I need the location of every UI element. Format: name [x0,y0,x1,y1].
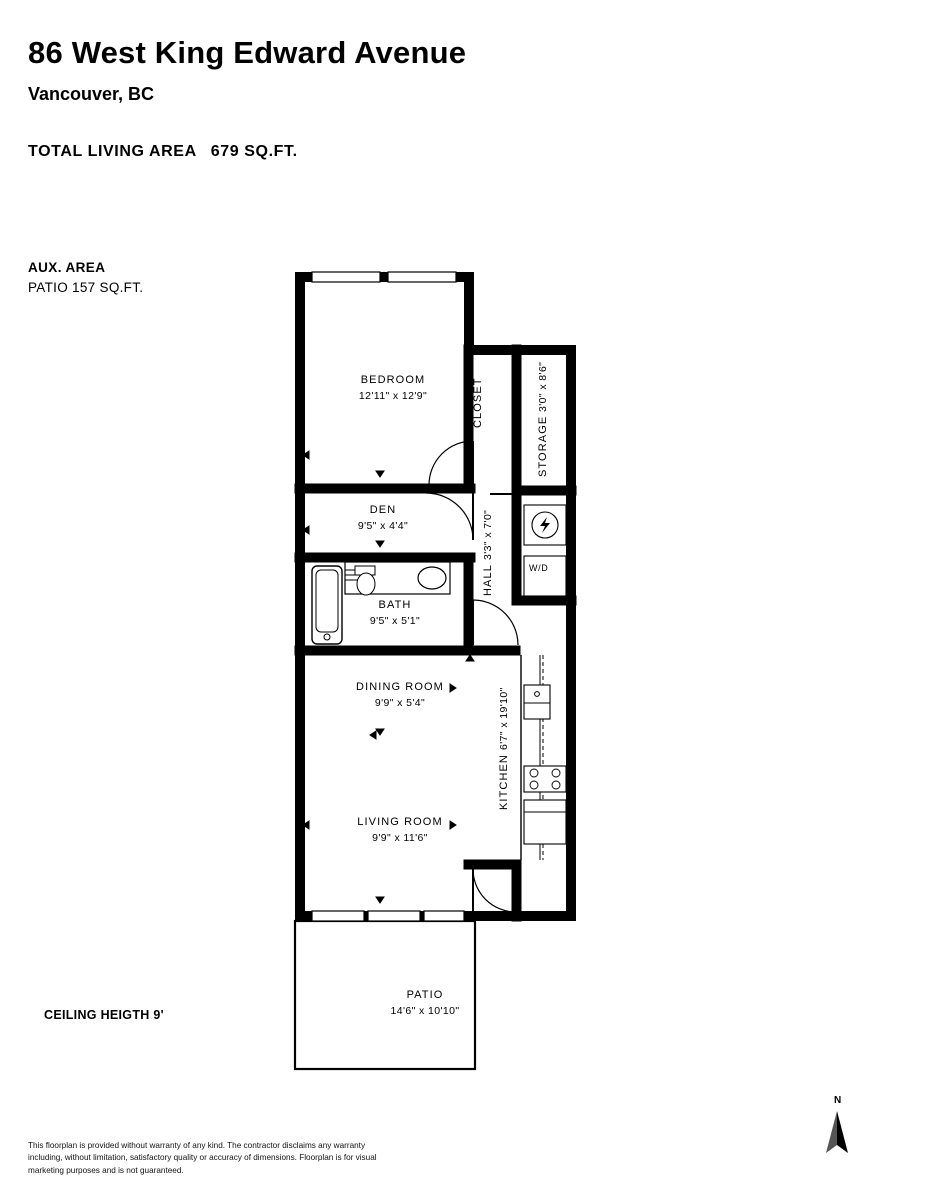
room-label-dining-room [315,680,485,711]
room-dim-storage: 3'0" x 8'6" [537,361,549,412]
room-name-den: DEN [369,504,397,516]
room-label-bedroom [318,373,468,404]
room-dim-hall: 3'3" x 7'0" [482,509,494,561]
room-name-bath: BATH [378,599,412,611]
room-name-dining-room: DINING ROOM [356,681,444,693]
room-label-closet [471,363,487,443]
room-name-bedroom: BEDROOM [360,374,426,386]
room-name-closet: CLOSET [472,377,484,429]
room-dim-bath: 9'5" x 5'1" [369,614,421,627]
total-living-area-value: 679 SQ.FT. [210,143,298,161]
room-label-living-room [315,815,485,846]
north-arrow [810,1095,866,1165]
room-dim-dining-room: 9'9" x 5'4" [374,696,426,709]
disclaimer-text: This floorplan is provided without warranty of any kind. The contractor disclaims any warranty including, without limitation, satisfactory quality or accuracy of dimensions. Floorplan is for visual marketing purposes and is not guaranteed. [28,1141,377,1175]
room-dim-bedroom: 12'11" x 12'9" [358,389,428,402]
aux-area-label: AUX. AREA [28,260,106,275]
room-dim-patio: 14'6" x 10'10" [390,1004,460,1017]
room-label-kitchen [497,687,513,810]
room-name-storage: STORAGE [537,415,549,477]
room-name-hall: HALL [482,564,494,597]
room-dim-living-room: 9'9" x 11'6" [372,831,428,844]
total-living-area-label: TOTAL LIVING AREA [28,143,197,161]
page-subtitle: Vancouver, BC [28,84,155,105]
room-name-living-room: LIVING ROOM [357,816,443,828]
room-dim-kitchen: 6'7" x 19'10" [498,687,510,751]
room-label-hall [481,508,497,598]
room-dim-den: 9'5" x 4'4" [357,519,409,532]
room-name-patio: PATIO [406,989,444,1001]
aux-area-value: PATIO 157 SQ.FT. [28,280,144,296]
north-label: N [834,1095,842,1106]
room-label-patio [320,988,530,1019]
room-name-kitchen: KITCHEN [498,754,510,810]
room-label-storage [536,361,552,477]
room-label-den [318,503,448,534]
fixture-label-washer-dryer: W/D [529,563,549,573]
page-title: 86 West King Edward Avenue [28,35,467,70]
ceiling-height-label: CEILING HEIGTH 9' [44,1008,164,1022]
room-label-bath [330,598,460,629]
